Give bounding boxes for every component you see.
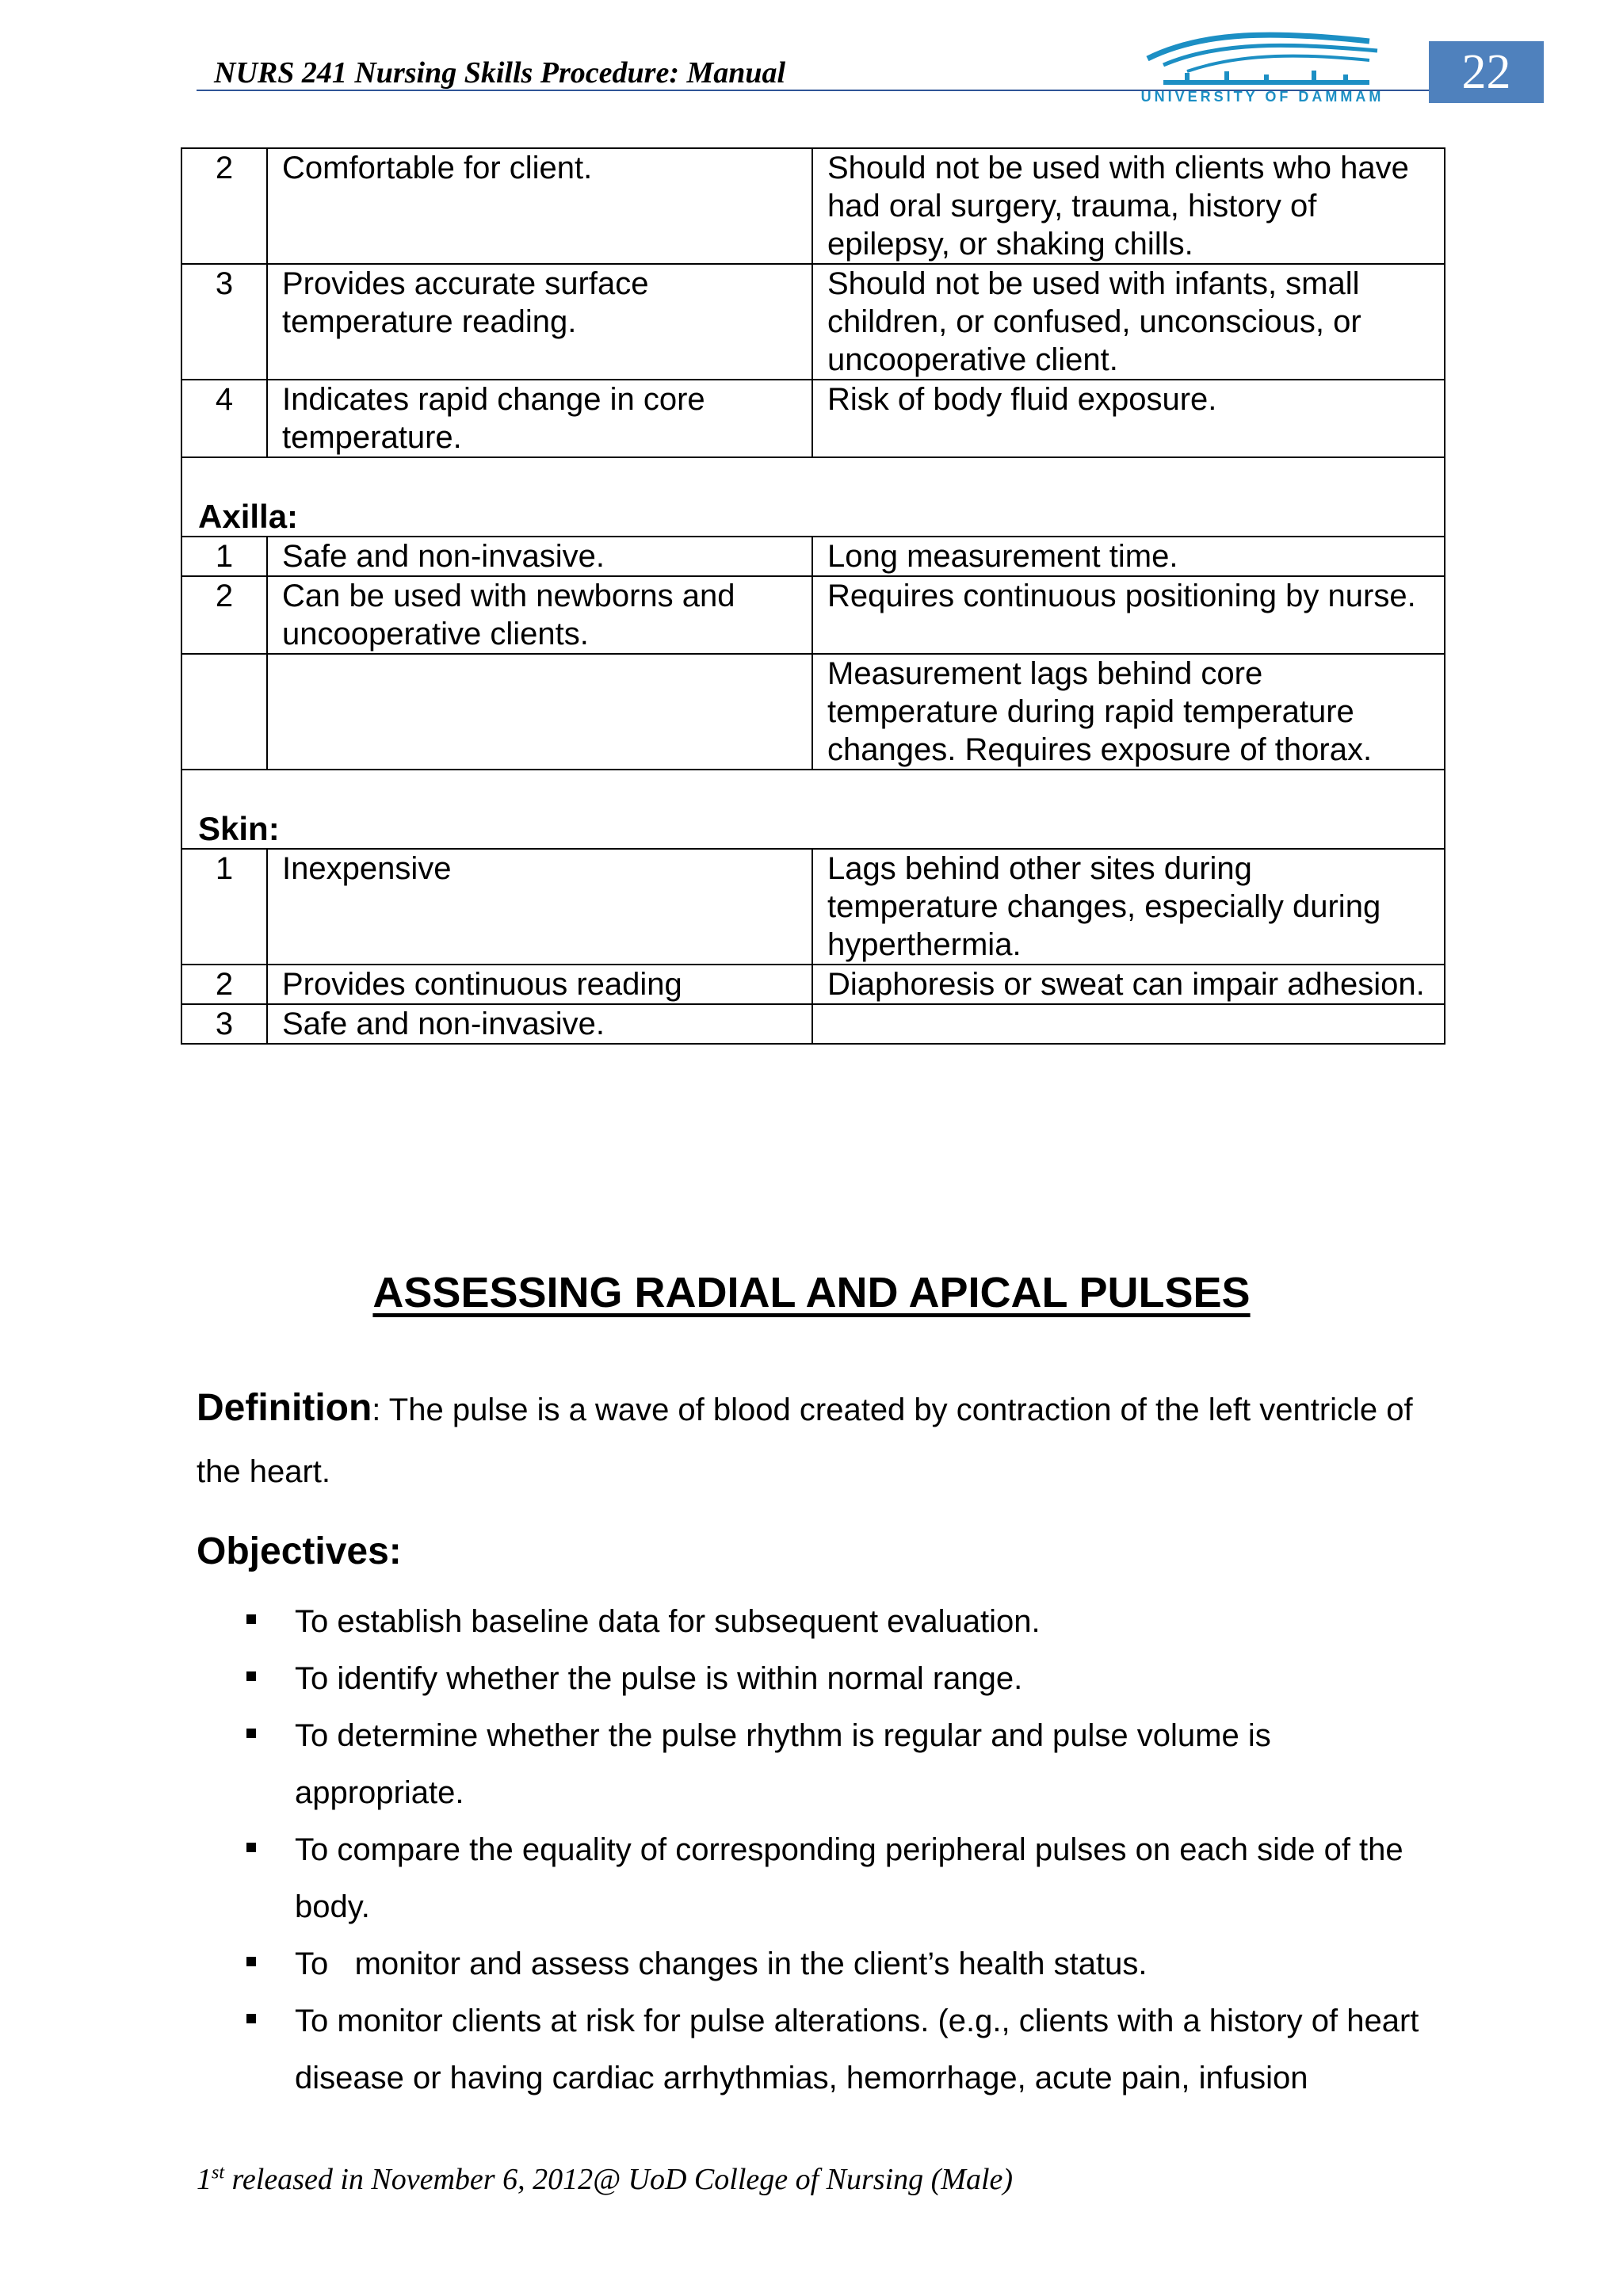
document-title: NURS 241 Nursing Skills Procedure: Manual xyxy=(214,56,786,90)
advantage-cell: Safe and non-invasive. xyxy=(267,1004,812,1044)
advantage-cell: Provides continuous reading xyxy=(267,965,812,1004)
footer-superscript: st xyxy=(212,2162,225,2183)
table-row xyxy=(181,576,1445,654)
row-number xyxy=(181,654,267,770)
list-item xyxy=(197,1650,1449,1707)
section-label-skin: Skin: xyxy=(181,770,1445,849)
advantage-cell: Indicates rapid change in core temperature. xyxy=(267,380,812,457)
temperature-sites-table xyxy=(181,147,1445,1045)
section-heading: ASSESSING RADIAL AND APICAL PULSES xyxy=(372,1269,1251,1316)
advantage-cell: Comfortable for client. xyxy=(267,148,812,264)
limitation-cell: Requires continuous positioning by nurse. xyxy=(812,576,1445,654)
list-item xyxy=(197,1821,1449,1935)
definition-paragraph xyxy=(197,1377,1465,1503)
row-number: 4 xyxy=(181,380,267,457)
table-row xyxy=(181,264,1445,380)
advantage-cell: Safe and non-invasive. xyxy=(267,537,812,576)
table-row xyxy=(181,148,1445,264)
definition-text: : The pulse is a wave of blood created by contraction of the left ventricle of the heart. xyxy=(197,1392,1413,1489)
advantage-cell: Can be used with newborns and uncooperative clients. xyxy=(267,576,812,654)
objective-text: To compare the equality of corresponding peripheral pulses on each side of the body. xyxy=(295,1832,1403,1924)
university-logo xyxy=(1132,27,1393,106)
advantage-cell: Inexpensive xyxy=(267,849,812,965)
limitation-cell: Long measurement time. xyxy=(812,537,1445,576)
table-row xyxy=(181,1004,1445,1044)
section-row-skin xyxy=(181,770,1445,849)
table-row xyxy=(181,849,1445,965)
limitation-cell: Should not be used with infants, small children, or confused, unconscious, or uncooperative client. xyxy=(812,264,1445,380)
advantage-cell xyxy=(267,654,812,770)
release-footer xyxy=(197,2162,1013,2197)
objective-text: To monitor and assess changes in the client’s health status. xyxy=(295,1946,1148,1981)
objective-text: To determine whether the pulse rhythm is regular and pulse volume is appropriate. xyxy=(295,1718,1271,1810)
list-item xyxy=(197,1593,1449,1650)
university-logo-icon xyxy=(1132,27,1393,90)
objective-text: To monitor clients at risk for pulse alterations. (e.g., clients with a history of heart disease or having cardiac arrhythmias, hemorrhage, acute pain, infusion xyxy=(295,2004,1419,2095)
advantage-cell: Provides accurate surface temperature reading. xyxy=(267,264,812,380)
table-row xyxy=(181,654,1445,770)
definition-label: Definition xyxy=(197,1387,372,1429)
objective-text: To identify whether the pulse is within normal range. xyxy=(295,1661,1023,1696)
table-row xyxy=(181,965,1445,1004)
list-item xyxy=(197,1935,1449,1992)
table-row xyxy=(181,537,1445,576)
row-number: 2 xyxy=(181,576,267,654)
row-number: 2 xyxy=(181,148,267,264)
row-number: 1 xyxy=(181,537,267,576)
footer-text: released in November 6, 2012@ UoD College of Nursing (Male) xyxy=(224,2163,1014,2196)
limitation-cell: Risk of body fluid exposure. xyxy=(812,380,1445,457)
bullet-icon xyxy=(246,2014,256,2023)
row-number: 2 xyxy=(181,965,267,1004)
page-number: 22 xyxy=(1429,41,1544,103)
limitation-cell: Diaphoresis or sweat can impair adhesion. xyxy=(812,965,1445,1004)
row-number: 3 xyxy=(181,1004,267,1044)
limitation-cell: Lags behind other sites during temperature changes, especially during hyperthermia. xyxy=(812,849,1445,965)
objectives-heading: Objectives: xyxy=(197,1530,402,1572)
section-row-axilla xyxy=(181,457,1445,537)
bullet-icon xyxy=(246,1614,256,1624)
bullet-icon xyxy=(246,1729,256,1738)
section-label-axilla: Axilla: xyxy=(181,457,1445,537)
limitation-cell: Should not be used with clients who have had oral surgery, trauma, history of epilepsy, or shaking chills. xyxy=(812,148,1445,264)
row-number: 3 xyxy=(181,264,267,380)
bullet-icon xyxy=(246,1957,256,1966)
list-item xyxy=(197,1707,1449,1821)
bullet-icon xyxy=(246,1843,256,1852)
objective-text: To establish baseline data for subsequent evaluation. xyxy=(295,1604,1041,1639)
footer-prefix: 1 xyxy=(197,2163,212,2196)
limitation-cell: Measurement lags behind core temperature during rapid temperature changes. Requires exposure of thorax. xyxy=(812,654,1445,770)
table-row xyxy=(181,380,1445,457)
objectives-list xyxy=(197,1593,1449,2107)
limitation-cell xyxy=(812,1004,1445,1044)
row-number: 1 xyxy=(181,849,267,965)
list-item xyxy=(197,1992,1449,2107)
bullet-icon xyxy=(246,1671,256,1681)
university-name: UNIVERSITY OF DAMMAM xyxy=(1140,89,1384,105)
